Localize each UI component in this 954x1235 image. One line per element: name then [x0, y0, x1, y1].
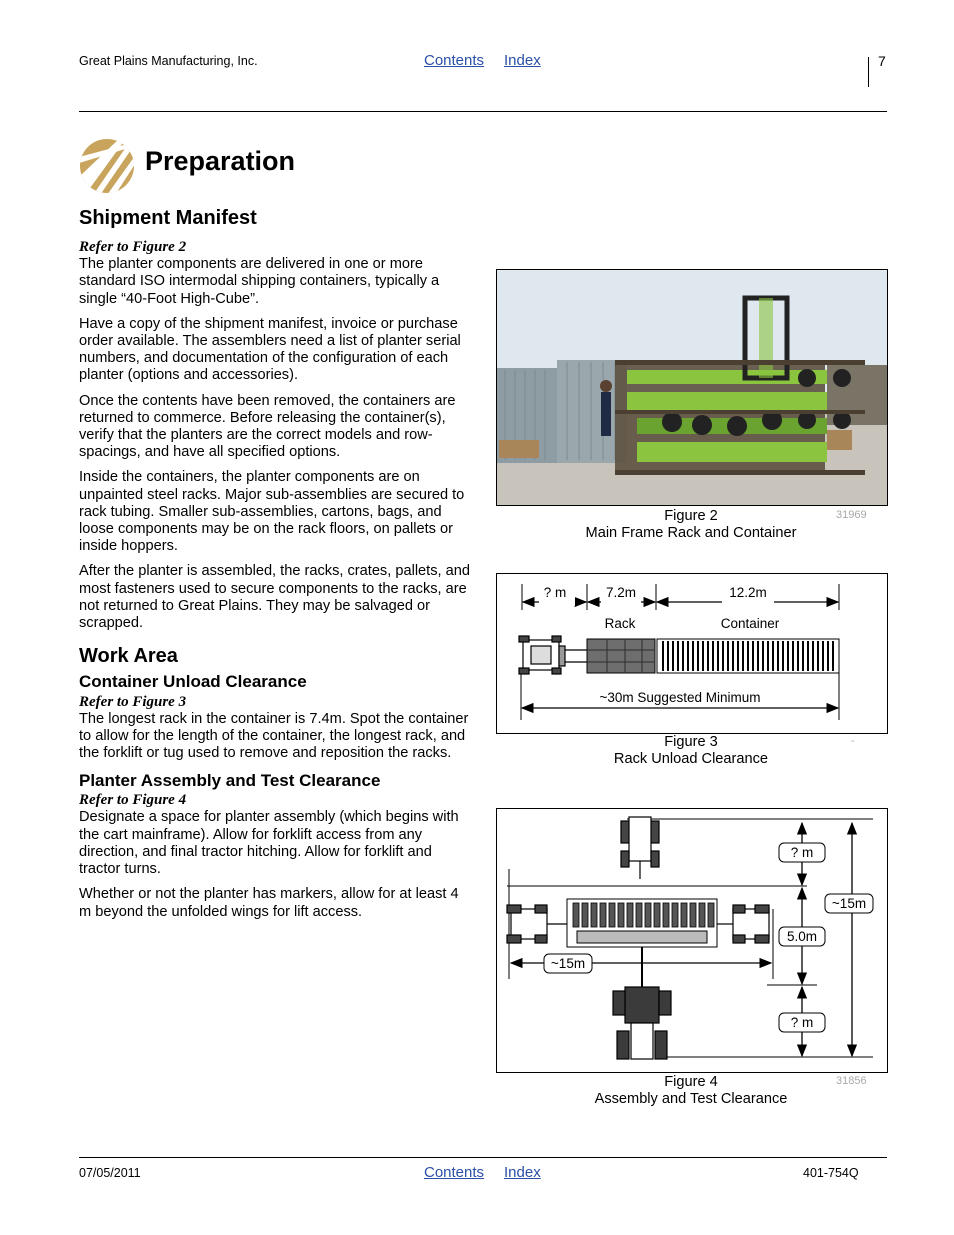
container-unload-heading: Container Unload Clearance — [79, 672, 307, 692]
shipment-manifest-heading: Shipment Manifest — [79, 207, 257, 229]
row-unit — [681, 903, 687, 927]
row-unit — [627, 903, 633, 927]
footer-index-link[interactable]: Index — [504, 1164, 541, 1181]
figure2-number: Figure 2 — [664, 508, 718, 524]
row-unit — [591, 903, 597, 927]
row-unit — [600, 903, 606, 927]
figure3-caption — [496, 734, 886, 768]
figure4-caption — [496, 1074, 886, 1108]
figure2-caption — [496, 508, 886, 542]
bottom-tractor-icon — [613, 987, 671, 1059]
figure3-label-container: Container — [720, 616, 780, 631]
row-unit — [708, 903, 714, 927]
figure3-dim-rack: 7.2m — [605, 585, 637, 600]
container-rack-illustration — [497, 270, 887, 505]
figure4-title: Assembly and Test Clearance — [594, 1091, 788, 1107]
planter-icon — [567, 899, 717, 987]
figure4-dim-top: ? m — [790, 845, 814, 860]
row-unit — [645, 903, 651, 927]
figure3-diagram — [496, 573, 888, 734]
work-area-heading: Work Area — [79, 645, 178, 668]
figure3-label-minimum: ~30m Suggested Minimum — [599, 690, 761, 705]
assembly-refer: Refer to Figure 4 — [79, 792, 187, 809]
text-column — [79, 207, 471, 929]
unload-paragraph: The longest rack in the container is 7.4m. Spot the container to allow for the length of the container, the longest rack, and the forklift or tug used to remove and reposition the racks. — [79, 710, 469, 762]
figure4-dim-height: ~15m — [831, 896, 867, 911]
figure2-title: Main Frame Rack and Container — [585, 525, 797, 541]
planter-assembly-heading: Planter Assembly and Test Clearance — [79, 771, 381, 791]
shipment-paragraph-2: Have a copy of the shipment manifest, invoice or purchase order available. The assemblers need a list of planter serial numbers, and documentation of the configuration of each planter (options and accessories). — [79, 315, 461, 384]
row-unit — [636, 903, 642, 927]
row-unit — [582, 903, 588, 927]
row-unit — [699, 903, 705, 927]
figure3-mark: - — [851, 735, 855, 747]
row-unit — [663, 903, 669, 927]
figure3-number: Figure 3 — [664, 734, 718, 750]
figure4-diagram — [496, 808, 888, 1073]
shipment-refer: Refer to Figure 2 — [79, 239, 187, 256]
row-unit — [573, 903, 579, 927]
row-unit — [672, 903, 678, 927]
figure2-image-id: 31969 — [836, 509, 867, 521]
left-tractor-icon — [507, 905, 567, 943]
figure4-dim-mid: 5.0m — [786, 929, 818, 944]
shipment-paragraph-3: Once the contents have been removed, the containers are returned to commerce. Before releasing the container(s), verify that the planters are the correct models and row-spacings, and have all specified options. — [79, 392, 456, 461]
row-unit — [618, 903, 624, 927]
assembly-paragraph-2: Whether or not the planter has markers, allow for at least 4 m beyond the unfolded wings for lift access. — [79, 886, 459, 920]
unload-refer: Refer to Figure 3 — [79, 693, 187, 710]
top-tractor-icon — [621, 817, 659, 879]
figure3-dim-unknown: ? m — [543, 585, 567, 600]
header-index-link[interactable]: Index — [504, 52, 541, 69]
rack-icon — [587, 639, 655, 673]
figure3-label-rack: Rack — [604, 616, 636, 631]
header-page-number: 7 — [878, 53, 886, 69]
figure4-number: Figure 4 — [664, 1074, 718, 1090]
footer-date: 07/05/2011 — [79, 1166, 141, 1180]
figure3-dim-container: 12.2m — [729, 585, 767, 600]
footer-doc-number: 401-754Q — [803, 1166, 859, 1180]
figure2-photo — [496, 269, 888, 506]
footer-contents-link[interactable]: Contents — [424, 1164, 485, 1181]
figure4-dim-width: ~15m — [550, 956, 586, 971]
header-company: Great Plains Manufacturing, Inc. — [79, 54, 258, 68]
shipment-paragraph-4: Inside the containers, the planter components are on unpainted steel racks. Major sub-assemblies are secured to rack tubing. Smaller sub-assemblies, cartons, bags, and loose components may be on the rack floors, on pallets or inside hoppers. — [79, 469, 465, 555]
footer-rule — [79, 1157, 887, 1158]
row-unit — [690, 903, 696, 927]
container-icon — [657, 639, 839, 673]
figure3-title: Rack Unload Clearance — [613, 751, 769, 767]
forklift-icon — [519, 636, 587, 674]
figure4-dim-bottom: ? m — [790, 1015, 814, 1030]
header-contents-link[interactable]: Contents — [424, 52, 485, 69]
shipment-paragraph-1: The planter components are delivered in one or more standard ISO intermodal shipping containers, typically a single “40-Foot High-Cube”. — [79, 256, 440, 307]
header-page-divider — [868, 57, 869, 87]
header-rule — [79, 111, 887, 112]
shipment-paragraph-5: After the planter is assembled, the racks, crates, pallets, and most fasteners used to secure components to the racks, are not returned to Great Plains. They may be salvaged or scrapped. — [79, 563, 470, 632]
section-title: Preparation — [145, 146, 296, 176]
figure4-image-id: 31856 — [836, 1075, 867, 1087]
assembly-paragraph-1: Designate a space for planter assembly (which begins with the cart mainframe). Allow for forklift access from any direction, and final tractor hitching. Allow for forklift and tractor turns. — [79, 809, 459, 878]
right-tractor-icon — [717, 905, 769, 943]
row-unit — [654, 903, 660, 927]
great-plains-logo-icon — [79, 137, 135, 195]
row-unit — [609, 903, 615, 927]
